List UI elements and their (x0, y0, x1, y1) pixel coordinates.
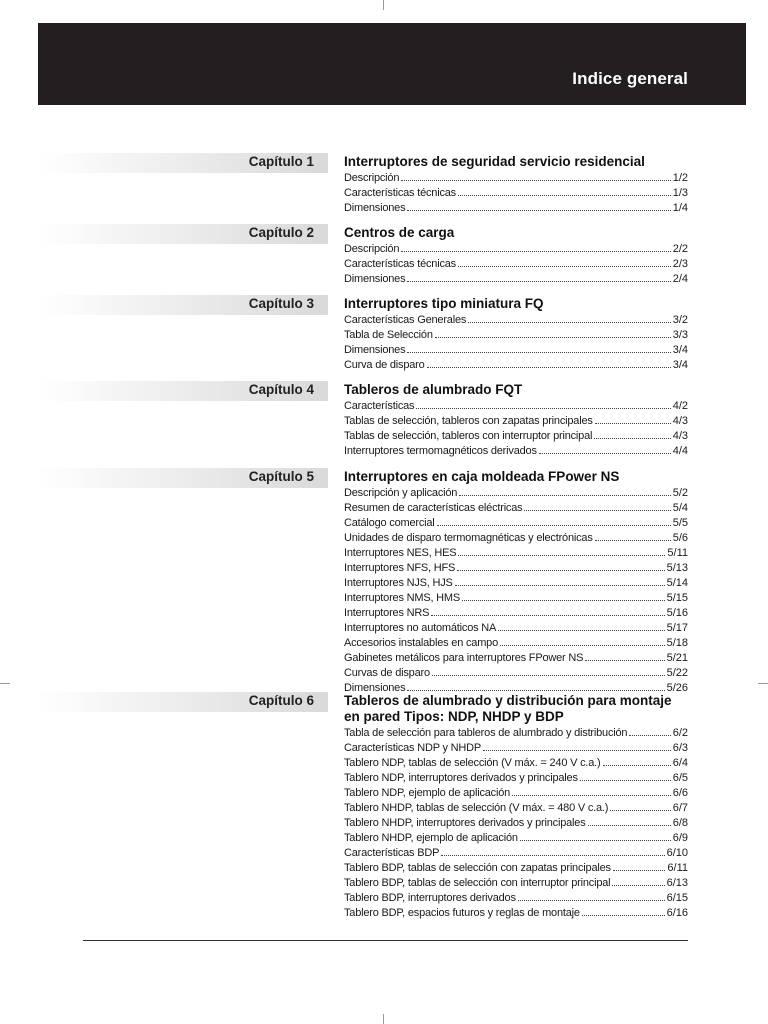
dot-leader (401, 251, 670, 252)
chapter-label: Capítulo 1 (248, 154, 314, 169)
toc-entry[interactable] (344, 861, 688, 876)
toc-entry-label: Tablero BDP, espacios futuros y reglas de montaje (344, 907, 580, 919)
dot-leader (407, 281, 670, 282)
chapter-label-band (38, 468, 328, 488)
toc-entry[interactable] (344, 429, 688, 444)
toc-entry-page: 5/18 (666, 637, 688, 649)
dot-leader (455, 585, 665, 586)
dot-leader (441, 855, 664, 856)
toc-entry[interactable] (344, 636, 688, 651)
dot-leader (580, 780, 671, 781)
dot-leader (610, 810, 670, 811)
toc-entry-page: 5/2 (672, 487, 688, 499)
toc-entry[interactable] (344, 771, 688, 786)
toc-entry[interactable] (344, 242, 688, 257)
chapter-label-band (38, 224, 328, 244)
toc-entry-page: 3/4 (672, 359, 688, 371)
toc-entry-page: 6/2 (672, 727, 688, 739)
toc-entry-page: 2/3 (672, 258, 688, 270)
toc-entry-page: 6/7 (672, 802, 688, 814)
toc-entry-label: Catálogo comercial (344, 517, 435, 529)
chapter-body (344, 381, 688, 459)
toc-entry-label: Interruptores NFS, HFS (344, 562, 456, 574)
dot-leader (629, 735, 670, 736)
toc-entry-label: Características (344, 400, 415, 412)
chapter-title: Tableros de alumbrado y distribución para montaje en pared Tipos: NDP, NHDP y BDP (344, 693, 672, 724)
dot-leader (462, 600, 665, 601)
toc-entry-label: Dimensiones (344, 682, 406, 694)
toc-entry[interactable] (344, 358, 688, 373)
toc-entry-label: Interruptores NES, HES (344, 547, 457, 559)
toc-entry-page: 2/2 (672, 243, 688, 255)
toc-entry-page: 4/3 (672, 430, 688, 442)
toc-entry-label: Dimensiones (344, 273, 406, 285)
dot-leader (468, 322, 671, 323)
dot-leader (458, 555, 665, 556)
toc-entry[interactable] (344, 816, 688, 831)
dot-leader (459, 495, 671, 496)
crop-mark (383, 1014, 384, 1024)
toc-entry[interactable] (344, 414, 688, 429)
toc-entry-label: Tablero BDP, interruptores derivados (344, 892, 516, 904)
toc-entry[interactable] (344, 846, 688, 861)
chapter-label-band (38, 153, 328, 173)
toc-entry-label: Curvas de disparo (344, 667, 430, 679)
toc-entry-label: Tablero NDP, tablas de selección (V máx. = 240 V c.a.) (344, 757, 601, 769)
toc-entry[interactable] (344, 343, 688, 358)
toc-entry[interactable] (344, 801, 688, 816)
toc-entry-label: Características Generales (344, 314, 467, 326)
toc-entry-label: Interruptores termomagnéticos derivados (344, 445, 537, 457)
dot-leader (512, 795, 671, 796)
dot-leader (612, 885, 664, 886)
dot-leader (613, 870, 666, 871)
toc-entry-label: Interruptores NMS, HMS (344, 592, 461, 604)
toc-entry-page: 4/3 (672, 415, 688, 427)
toc-entry-label: Tablero NHDP, interruptores derivados y principales (344, 817, 586, 829)
toc-entry-page: 6/3 (672, 742, 688, 754)
toc-entry-page: 6/4 (672, 757, 688, 769)
chapter-label-band (38, 381, 328, 401)
dot-leader (498, 630, 664, 631)
toc-entry[interactable] (344, 171, 688, 186)
footer-rule (83, 940, 688, 941)
toc-entry-label: Dimensiones (344, 344, 406, 356)
toc-entry-label: Curva de disparo (344, 359, 425, 371)
toc-entry[interactable] (344, 328, 688, 343)
toc-entry-page: 6/13 (666, 877, 688, 889)
toc-entry[interactable] (344, 272, 688, 287)
toc-entry[interactable] (344, 666, 688, 681)
toc-entry[interactable] (344, 891, 688, 906)
dot-leader (594, 438, 670, 439)
toc-entry[interactable] (344, 561, 688, 576)
dot-leader (585, 660, 664, 661)
toc-entry-page: 3/3 (672, 329, 688, 341)
dot-leader (457, 570, 664, 571)
dot-leader (539, 453, 671, 454)
dot-leader (458, 266, 671, 267)
toc-entry[interactable] (344, 756, 688, 771)
toc-entry-label: Tablero NHDP, tablas de selección (V máx. = 480 V c.a.) (344, 802, 609, 814)
toc-entry-page: 6/15 (666, 892, 688, 904)
toc-entry-label: Características NDP y NHDP (344, 742, 482, 754)
toc-entry-label: Tablas de selección, tableros con interruptor principal (344, 430, 593, 442)
toc-entry[interactable] (344, 591, 688, 606)
toc-entry-page: 5/17 (666, 622, 688, 634)
toc-entry[interactable] (344, 313, 688, 328)
toc-entry[interactable] (344, 531, 688, 546)
toc-entry-label: Tablero NHDP, ejemplo de aplicación (344, 832, 518, 844)
dot-leader (435, 337, 671, 338)
chapter-body (344, 153, 688, 216)
toc-entry-label: Unidades de disparo termomagnéticas y electrónicas (344, 532, 593, 544)
toc-entry-label: Características técnicas (344, 187, 456, 199)
toc-entry[interactable] (344, 444, 688, 459)
toc-entry-label: Interruptores NJS, HJS (344, 577, 453, 589)
toc-entry-page: 6/16 (666, 907, 688, 919)
toc-entry[interactable] (344, 257, 688, 272)
toc-entry-page: 6/8 (672, 817, 688, 829)
toc-entry-page: 5/15 (666, 592, 688, 604)
chapter-title: Interruptores de seguridad servicio residencial (344, 154, 645, 169)
chapter-body (344, 692, 688, 921)
toc-entry[interactable] (344, 651, 688, 666)
crop-mark (758, 683, 768, 684)
toc-entry-page: 5/22 (666, 667, 688, 679)
toc-entry-label: Descripción (344, 172, 400, 184)
toc-entry-label: Tablas de selección, tableros con zapatas principales (344, 415, 593, 427)
dot-leader (518, 900, 665, 901)
toc-entry[interactable] (344, 606, 688, 621)
toc-entry-page: 5/4 (672, 502, 688, 514)
toc-entry[interactable] (344, 876, 688, 891)
toc-entry-page: 6/6 (672, 787, 688, 799)
dot-leader (407, 690, 664, 691)
toc-entry[interactable] (344, 726, 688, 741)
chapter-title: Interruptores en caja moldeada FPower NS (344, 469, 620, 484)
toc-entry[interactable] (344, 741, 688, 756)
dot-leader (595, 423, 671, 424)
toc-entry-page: 5/5 (672, 517, 688, 529)
crop-mark (383, 0, 384, 10)
toc-entry-label: Dimensiones (344, 202, 406, 214)
dot-leader (427, 367, 671, 368)
toc-entry-page: 5/16 (666, 607, 688, 619)
dot-leader (401, 180, 670, 181)
toc-entry[interactable] (344, 399, 688, 414)
dot-leader (437, 525, 671, 526)
dot-leader (520, 840, 671, 841)
chapter-title: Interruptores tipo miniatura FQ (344, 296, 544, 311)
chapter-label: Capítulo 3 (248, 296, 314, 311)
toc-entry[interactable] (344, 516, 688, 531)
dot-leader (431, 615, 664, 616)
toc-entry-page: 6/10 (666, 847, 688, 859)
toc-entry[interactable] (344, 186, 688, 201)
toc-entry-page: 4/2 (672, 400, 688, 412)
toc-entry-page: 5/21 (666, 652, 688, 664)
toc-entry-label: Interruptores NRS (344, 607, 430, 619)
dot-leader (500, 645, 665, 646)
chapter-label: Capítulo 5 (248, 469, 314, 484)
header-bar (38, 23, 746, 105)
toc-entry[interactable] (344, 546, 688, 561)
dot-leader (582, 915, 665, 916)
page-title: Indice general (572, 69, 688, 88)
toc-entry[interactable] (344, 576, 688, 591)
chapter-title: Tableros de alumbrado FQT (344, 382, 523, 397)
toc-entry-page: 5/13 (666, 562, 688, 574)
dot-leader (432, 675, 665, 676)
toc-entry-label: Gabinetes metálicos para interruptores FPower NS (344, 652, 584, 664)
toc-entry-page: 5/6 (672, 532, 688, 544)
toc-entry-page: 4/4 (672, 445, 688, 457)
toc-entry-page: 5/26 (666, 682, 688, 694)
toc-entry[interactable] (344, 906, 688, 921)
dot-leader (416, 408, 670, 409)
toc-entry-label: Descripción (344, 243, 400, 255)
toc-entry-label: Características BDP (344, 847, 440, 859)
toc-entry-label: Tablero NDP, ejemplo de aplicación (344, 787, 511, 799)
toc-entry-page: 3/2 (672, 314, 688, 326)
toc-entry-label: Características técnicas (344, 258, 456, 270)
dot-leader (458, 195, 671, 196)
toc-entry-page: 1/4 (672, 202, 688, 214)
chapter-body (344, 224, 688, 287)
toc-entry-page: 6/11 (667, 862, 688, 874)
toc-entry-page: 1/3 (672, 187, 688, 199)
chapter-label-band (38, 295, 328, 315)
toc-entry-label: Tabla de selección para tableros de alumbrado y distribución (344, 727, 628, 739)
toc-entry-label: Tablero BDP, tablas de selección con zapatas principales (344, 862, 611, 874)
chapter-title: Centros de carga (344, 225, 455, 240)
toc-entry[interactable] (344, 621, 688, 636)
toc-entry-label: Interruptores no automáticos NA (344, 622, 497, 634)
toc-entry[interactable] (344, 201, 688, 216)
toc-entry-label: Accesorios instalables en campo (344, 637, 498, 649)
toc-entry-label: Tablero NDP, interruptores derivados y principales (344, 772, 578, 784)
dot-leader (407, 352, 670, 353)
dot-leader (603, 765, 671, 766)
chapter-label: Capítulo 2 (248, 225, 314, 240)
chapter-label-band (38, 692, 328, 712)
toc-entry-page: 3/4 (672, 344, 688, 356)
dot-leader (407, 210, 670, 211)
toc-entry-page: 5/11 (667, 547, 688, 559)
dot-leader (595, 540, 671, 541)
toc-entry[interactable] (344, 831, 688, 846)
toc-entry-label: Resumen de características eléctricas (344, 502, 523, 514)
toc-entry[interactable] (344, 786, 688, 801)
toc-entry[interactable] (344, 486, 688, 501)
chapter-label: Capítulo 6 (248, 693, 314, 708)
crop-mark (0, 683, 10, 684)
toc-entry-page: 5/14 (666, 577, 688, 589)
dot-leader (588, 825, 671, 826)
chapter-body (344, 295, 688, 373)
chapter-body (344, 468, 688, 696)
toc-entry-page: 1/2 (672, 172, 688, 184)
dot-leader (483, 750, 671, 751)
toc-entry-label: Descripción y aplicación (344, 487, 458, 499)
dot-leader (524, 510, 670, 511)
toc-entry-label: Tablero BDP, tablas de selección con interruptor principal (344, 877, 611, 889)
toc-entry-page: 2/4 (672, 273, 688, 285)
toc-entry-page: 6/9 (672, 832, 688, 844)
toc-entry-label: Tabla de Selección (344, 329, 433, 341)
toc-entry[interactable] (344, 501, 688, 516)
chapter-label: Capítulo 4 (248, 382, 314, 397)
toc-entry-page: 6/5 (672, 772, 688, 784)
